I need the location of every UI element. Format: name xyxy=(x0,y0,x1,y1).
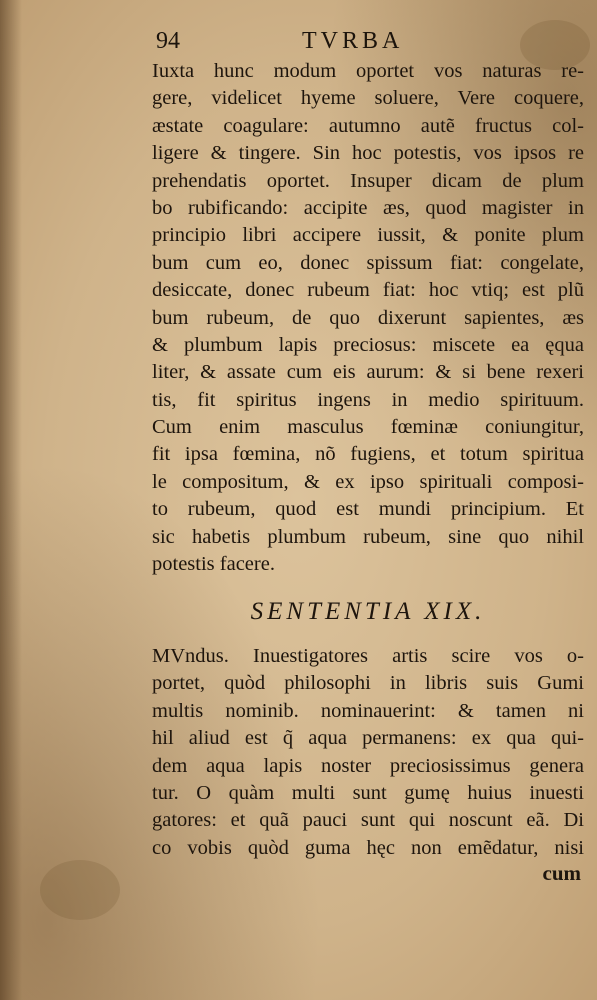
text-line: bo rubificando: accipite æs, quod magister in xyxy=(152,196,584,219)
text-line: dem aqua lapis noster preciosissimus genera xyxy=(152,754,584,777)
text-line: to rubeum, quod est mundi principium. Et xyxy=(152,498,584,521)
page-number: 94 xyxy=(156,28,180,54)
text-line: gere, videlicet hyeme soluere, Vere coquere, xyxy=(152,87,584,110)
text-line: Iuxta hunc modum oportet vos naturas re- xyxy=(152,60,584,82)
text-line: gatores: et quã pauci sunt qui noscunt eã. Di xyxy=(152,809,584,832)
text-line: ligere & tingere. Sin hoc potestis, vos ipsos re xyxy=(152,142,584,165)
text-line: Cum enim masculus fœminæ coniungitur, xyxy=(152,416,584,439)
text-line: potestis facere. xyxy=(152,553,275,576)
foxing-stain xyxy=(40,860,120,920)
main-text-block xyxy=(152,58,584,578)
section-title: SENTENTIA XIX. xyxy=(250,598,486,625)
text-line: bum cum eo, donec spissum fiat: congelate, xyxy=(152,251,584,274)
text-line: MVndus. Inuestigatores artis scire vos o- xyxy=(152,645,584,667)
section-text-block xyxy=(152,643,584,862)
spine-shadow xyxy=(0,0,22,1000)
catchword: cum xyxy=(542,861,581,885)
text-line: multis nominib. nominauerint: & tamen ni xyxy=(152,699,584,722)
text-line: prehendatis oportet. Insuper dicam de plum xyxy=(152,169,584,192)
text-line: & plumbum lapis preciosus: miscete ea ęqua xyxy=(152,333,584,356)
text-line: hil aliud est q̃ aqua permanens: ex qua qui- xyxy=(152,727,584,750)
text-line: desiccate, donec rubeum fiat: hoc vtiq; est plũ xyxy=(152,279,584,302)
text-line: tur. O quàm multi sunt gumę huius inuesti xyxy=(152,781,584,804)
page-header xyxy=(152,28,452,58)
text-line: co vobis quòd guma hęc non emẽdatur, nisi xyxy=(152,836,584,859)
text-line: liter, & assate cum eis aurum: & si bene rexeri xyxy=(152,361,584,384)
text-line: fit ipsa fœmina, nõ fugiens, et totum spiritua xyxy=(152,443,584,466)
text-line: bum rubeum, de quo dixerunt sapientes, æs xyxy=(152,306,584,329)
text-line: tis, fit spiritus ingens in medio spirituum. xyxy=(152,388,584,411)
text-line: sic habetis plumbum rubeum, sine quo nihil xyxy=(152,525,584,548)
text-line: principio libri accipere iussit, & ponite plum xyxy=(152,224,584,247)
text-line: le compositum, & ex ipso spirituali composi- xyxy=(152,470,584,493)
text-line: portet, quòd philosophi in libris suis Gumi xyxy=(152,672,584,695)
running-head: TVRBA xyxy=(302,28,404,54)
text-line: æstate coagulare: autumno autẽ fructus col- xyxy=(152,114,584,137)
